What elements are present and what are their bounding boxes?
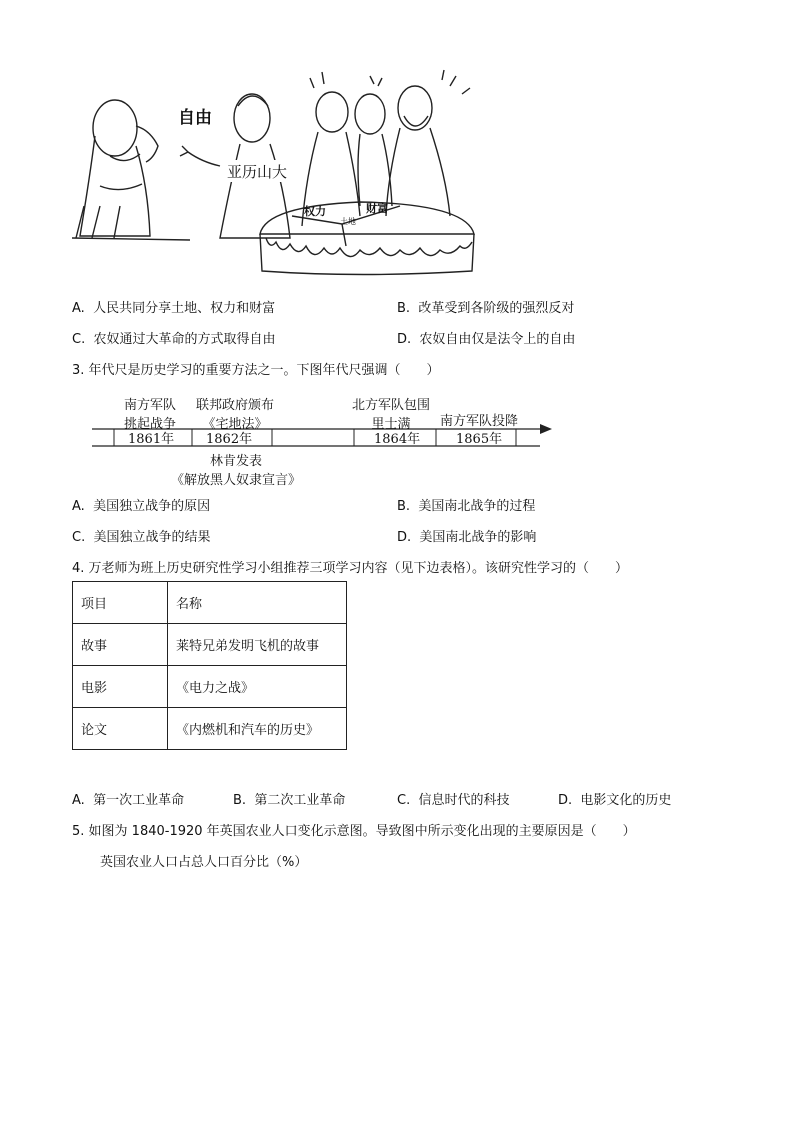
event-line: 北方军队包围 — [352, 398, 431, 413]
event-line: 挑起战争 — [124, 417, 177, 432]
q4-option-c[interactable] — [397, 789, 510, 808]
cartoon-label-freedom: 自由 — [178, 108, 212, 128]
q5-stem: 5. 如图为 1840-1920 年英国农业人口变化示意图。导致图中所示变化出现的主要原因是（ ） — [72, 824, 636, 839]
table-cell: 故事 — [73, 624, 168, 666]
option-letter: B. — [397, 301, 411, 316]
timeline-year-1861: 1861年 — [128, 432, 175, 447]
table-row — [73, 624, 347, 666]
option-letter: D. — [397, 530, 412, 545]
option-text: 美国独立战争的结果 — [93, 530, 211, 545]
option-text: 美国独立战争的原因 — [93, 499, 211, 514]
option-text: 美国南北战争的过程 — [418, 499, 536, 514]
q3-option-a[interactable] — [72, 495, 210, 514]
option-text: 第一次工业革命 — [93, 793, 185, 808]
event-line: 林肯发表 — [209, 454, 262, 469]
q5-chart-title: 英国农业人口占总人口百分比（%） — [100, 855, 308, 870]
q2-option-a[interactable] — [72, 297, 275, 316]
q3-option-b[interactable] — [397, 495, 535, 514]
option-letter: A. — [72, 301, 85, 316]
option-letter: C. — [72, 530, 86, 545]
study-content-table — [72, 581, 347, 750]
q4-option-b[interactable] — [233, 789, 345, 808]
table-header-cell: 项目 — [73, 582, 168, 624]
option-letter: C. — [397, 793, 411, 808]
table-cell: 《电力之战》 — [168, 666, 347, 708]
q3-stem: 3. 年代尺是历史学习的重要方法之一。下图年代尺强调（ ） — [72, 363, 440, 378]
table-row — [73, 666, 347, 708]
option-letter: A. — [72, 499, 85, 514]
option-text: 信息时代的科技 — [418, 793, 510, 808]
event-line: 里士满 — [371, 417, 411, 432]
q4-stem: 4. 万老师为班上历史研究性学习小组推荐三项学习内容（见下边表格）。该研究性学习的（ ） — [72, 561, 629, 576]
option-text: 电影文化的历史 — [580, 793, 672, 808]
option-letter: D. — [558, 793, 573, 808]
table-header-cell: 名称 — [168, 582, 347, 624]
option-text: 农奴通过大革命的方式取得自由 — [93, 332, 276, 347]
table-cell: 《内燃机和汽车的历史》 — [168, 708, 347, 750]
q2-option-b[interactable] — [397, 297, 574, 316]
option-letter: C. — [72, 332, 86, 347]
option-letter: D. — [397, 332, 412, 347]
cartoon-illustration — [70, 66, 476, 276]
table-cell: 论文 — [73, 708, 168, 750]
cartoon-drawing — [70, 66, 476, 276]
event-line: 《宅地法》 — [202, 417, 268, 432]
q2-option-c[interactable] — [72, 328, 276, 347]
option-letter: B. — [397, 499, 411, 514]
cartoon-label-alexander: 亚历山大 — [227, 163, 288, 181]
q4-option-d[interactable] — [558, 789, 671, 808]
option-text: 农奴自由仅是法令上的自由 — [419, 332, 576, 347]
cartoon-label-power: 权力 — [304, 205, 326, 218]
timeline-year-1862: 1862年 — [206, 432, 253, 447]
option-text: 美国南北战争的影响 — [419, 530, 537, 545]
option-text: 人民共同分享土地、权力和财富 — [93, 301, 276, 316]
cartoon-label-wealth: 财富 — [366, 202, 388, 215]
cartoon-label-land: 土地 — [340, 217, 356, 226]
table-header-row — [73, 582, 347, 624]
option-letter: A. — [72, 793, 85, 808]
timeline-event-south-surrender — [440, 410, 518, 429]
event-line: 联邦政府颁布 — [196, 398, 275, 413]
timeline-year-1864: 1864年 — [374, 432, 421, 447]
event-line: 《解放黑人奴隶宣言》 — [170, 473, 301, 488]
event-line: 南方军队投降 — [440, 414, 519, 429]
timeline-year-1865: 1865年 — [456, 432, 503, 447]
option-text: 改革受到各阶级的强烈反对 — [418, 301, 575, 316]
option-text: 第二次工业革命 — [254, 793, 346, 808]
q2-option-d[interactable] — [397, 328, 575, 347]
q3-option-d[interactable] — [397, 526, 536, 545]
timeline-event-homestead-act — [196, 394, 274, 432]
q4-option-a[interactable] — [72, 789, 184, 808]
table-cell: 莱特兄弟发明飞机的故事 — [168, 624, 347, 666]
table-row — [73, 708, 347, 750]
timeline-event-war-start — [124, 394, 176, 432]
event-line: 南方军队 — [124, 398, 177, 413]
table-cell: 电影 — [73, 666, 168, 708]
option-letter: B. — [233, 793, 247, 808]
timeline-event-richmond-siege — [352, 394, 430, 432]
timeline-event-emancipation — [166, 450, 306, 488]
q3-option-c[interactable] — [72, 526, 211, 545]
